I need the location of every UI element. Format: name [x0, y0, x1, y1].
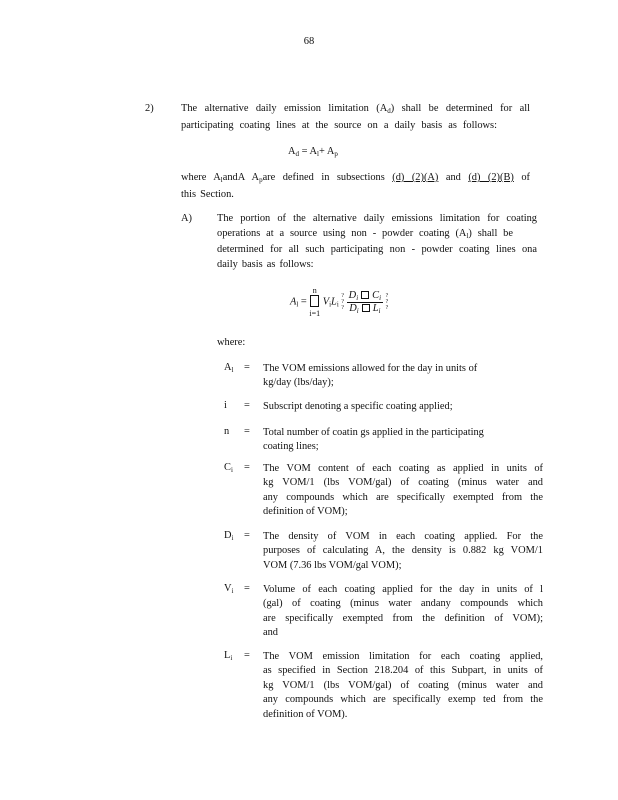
- formula-lhs: A: [290, 296, 297, 308]
- equation-left: A: [288, 146, 296, 157]
- definition-line: coating lines;: [263, 441, 319, 453]
- definition-symbol-letter: D: [224, 530, 232, 541]
- definition-line: The VOM emission limitation for each coating applied,: [263, 651, 543, 662]
- definition-symbol-sub: l: [231, 366, 234, 374]
- item-2-line1: The alternative daily emission limitation (A: [181, 103, 388, 114]
- definition-equals: =: [244, 650, 250, 661]
- definition-equals: =: [244, 400, 250, 411]
- where-b-sub: p: [259, 176, 263, 184]
- definition-line: VOM (7.36 lbs VOM/gal VOM);: [263, 559, 402, 571]
- sum-bottom: i=1: [309, 309, 321, 318]
- definition-symbol-letter: i: [224, 400, 227, 411]
- definition-text: [263, 362, 543, 391]
- definition-line: are specifically exempted from the definition of VOM);: [263, 612, 543, 624]
- definition-symbol-sub: i: [230, 654, 233, 662]
- fraction-numerator: $D_i$ $C_i$: [348, 289, 382, 302]
- equation-ad: [288, 146, 338, 158]
- formula-v-sub: i: [329, 300, 332, 309]
- operator-box: [362, 304, 370, 312]
- definition-symbol-letter: A: [224, 362, 232, 373]
- definition-line: (gal) of coating (minus water andany compounds which: [263, 598, 543, 610]
- definition-line: kg VOM/1 (lbs VOM/gal) of coating (minus water and: [263, 477, 543, 489]
- definition-text: [263, 583, 543, 641]
- definition-line: kg/day (lbs/day);: [263, 377, 334, 389]
- where-line2: this Section.: [181, 188, 234, 200]
- definition-symbol-letter: C: [224, 462, 231, 473]
- subsection-ref-1: (d) (2)(A): [392, 172, 439, 183]
- definition-symbol-letter: L: [224, 650, 231, 661]
- definition-symbol-letter: V: [224, 583, 232, 594]
- where-c: are defined in subsections: [262, 172, 385, 183]
- item-2-line2: participating coating lines at the source on a daily basis as follows:: [181, 119, 497, 131]
- definition-line: purposes of calculating A, the density is 0.882 kg VOM/1: [263, 545, 543, 557]
- formula-equals: =: [300, 296, 310, 308]
- formula-lhs-sub: l: [296, 300, 299, 309]
- item-a-line2b: ) shall be: [468, 227, 513, 239]
- definition-text: [263, 650, 543, 722]
- definition-line: as specified in Section 218.204 of this Subpart, in units of: [263, 665, 543, 677]
- definition-line: The VOM emissions allowed for the day in units of: [263, 363, 478, 374]
- right-brace: ? ? ?: [385, 293, 389, 311]
- operator-box: [361, 291, 369, 299]
- definition-text: [263, 426, 543, 455]
- ad-subscript: d: [387, 107, 391, 115]
- item-a-line3: determined for all such participating non - powder coating lines ona: [217, 244, 537, 256]
- item-2-text: [181, 102, 530, 133]
- where-a: where A: [181, 172, 221, 183]
- definition-line: any compounds which are specifically exemp ted from the: [263, 694, 543, 706]
- definition-equals: =: [244, 426, 250, 437]
- item-a-line2-sub: l: [466, 231, 469, 240]
- definition-line: Volume of each coating applied for the day in units of l: [263, 584, 543, 595]
- sum-top: n: [312, 286, 317, 295]
- equation-right-sub: p: [334, 150, 338, 158]
- definition-line: Subscript denoting a specific coating applied;: [263, 401, 453, 412]
- definition-line: definition of VOM).: [263, 708, 348, 720]
- definition-line: and: [263, 627, 279, 639]
- equation-plus: + A: [318, 146, 335, 157]
- definition-line: Total number of coatin gs applied in the participating: [263, 427, 484, 438]
- item-a-label: A): [181, 213, 192, 224]
- formula-l: L: [331, 296, 337, 308]
- where-and: and: [445, 172, 461, 183]
- summation-symbol: [309, 286, 320, 318]
- definition-symbol-sub: i: [231, 587, 234, 595]
- where-of: of: [521, 172, 530, 183]
- definition-line: The VOM content of each coating as applied in units of: [263, 463, 543, 474]
- page-number: 68: [303, 36, 315, 47]
- definition-text: [263, 530, 543, 573]
- item-a-line2a: operations at a source using non - powder coating (A: [217, 227, 467, 239]
- definition-line: The density of VOM in each coating applied. For the: [263, 531, 543, 542]
- definition-equals: =: [244, 530, 250, 541]
- item-a-line4: daily basis as follows:: [217, 258, 314, 270]
- where-a-sub: l: [220, 176, 223, 184]
- formula-v: V: [322, 296, 330, 308]
- item-a-line1: The portion of the alternative daily emissions limitation for coating: [217, 213, 537, 224]
- definition-line: definition of VOM);: [263, 506, 348, 518]
- formula-fraction: [347, 290, 383, 315]
- item-a-text: [217, 212, 537, 272]
- definition-equals: =: [244, 362, 250, 373]
- left-brace: ? ? ?: [341, 293, 345, 311]
- definition-symbol-sub: i: [231, 534, 234, 542]
- fraction-denominator: $D_i$ $L_i$: [349, 302, 381, 315]
- equation-left-sub: d: [295, 150, 300, 158]
- definition-text: [263, 400, 543, 414]
- where-label: where:: [217, 337, 246, 348]
- subsection-ref-2: (d) (2)(B): [468, 172, 514, 183]
- definition-line: kg VOM/1 (lbs VOM/gal) of coating (minus water and: [263, 679, 543, 691]
- definition-text: [263, 462, 543, 520]
- definition-line: any compounds which are specifically exempted from the: [263, 491, 543, 503]
- equation-mid-sub: l: [317, 150, 319, 158]
- definition-symbol-letter: n: [224, 426, 230, 437]
- emission-formula: [290, 286, 388, 318]
- definition-equals: =: [244, 583, 250, 594]
- item-2-line1b: ) shall be determined for all: [390, 103, 530, 114]
- sum-glyph: [310, 295, 319, 307]
- where-definition: [181, 171, 530, 202]
- where-b: andA A: [222, 172, 260, 183]
- definition-equals: =: [244, 462, 250, 473]
- equation-mid: = A: [299, 146, 318, 157]
- definition-symbol-sub: i: [230, 466, 233, 474]
- formula-l-sub: i: [336, 300, 339, 309]
- item-2-label: 2): [145, 103, 154, 114]
